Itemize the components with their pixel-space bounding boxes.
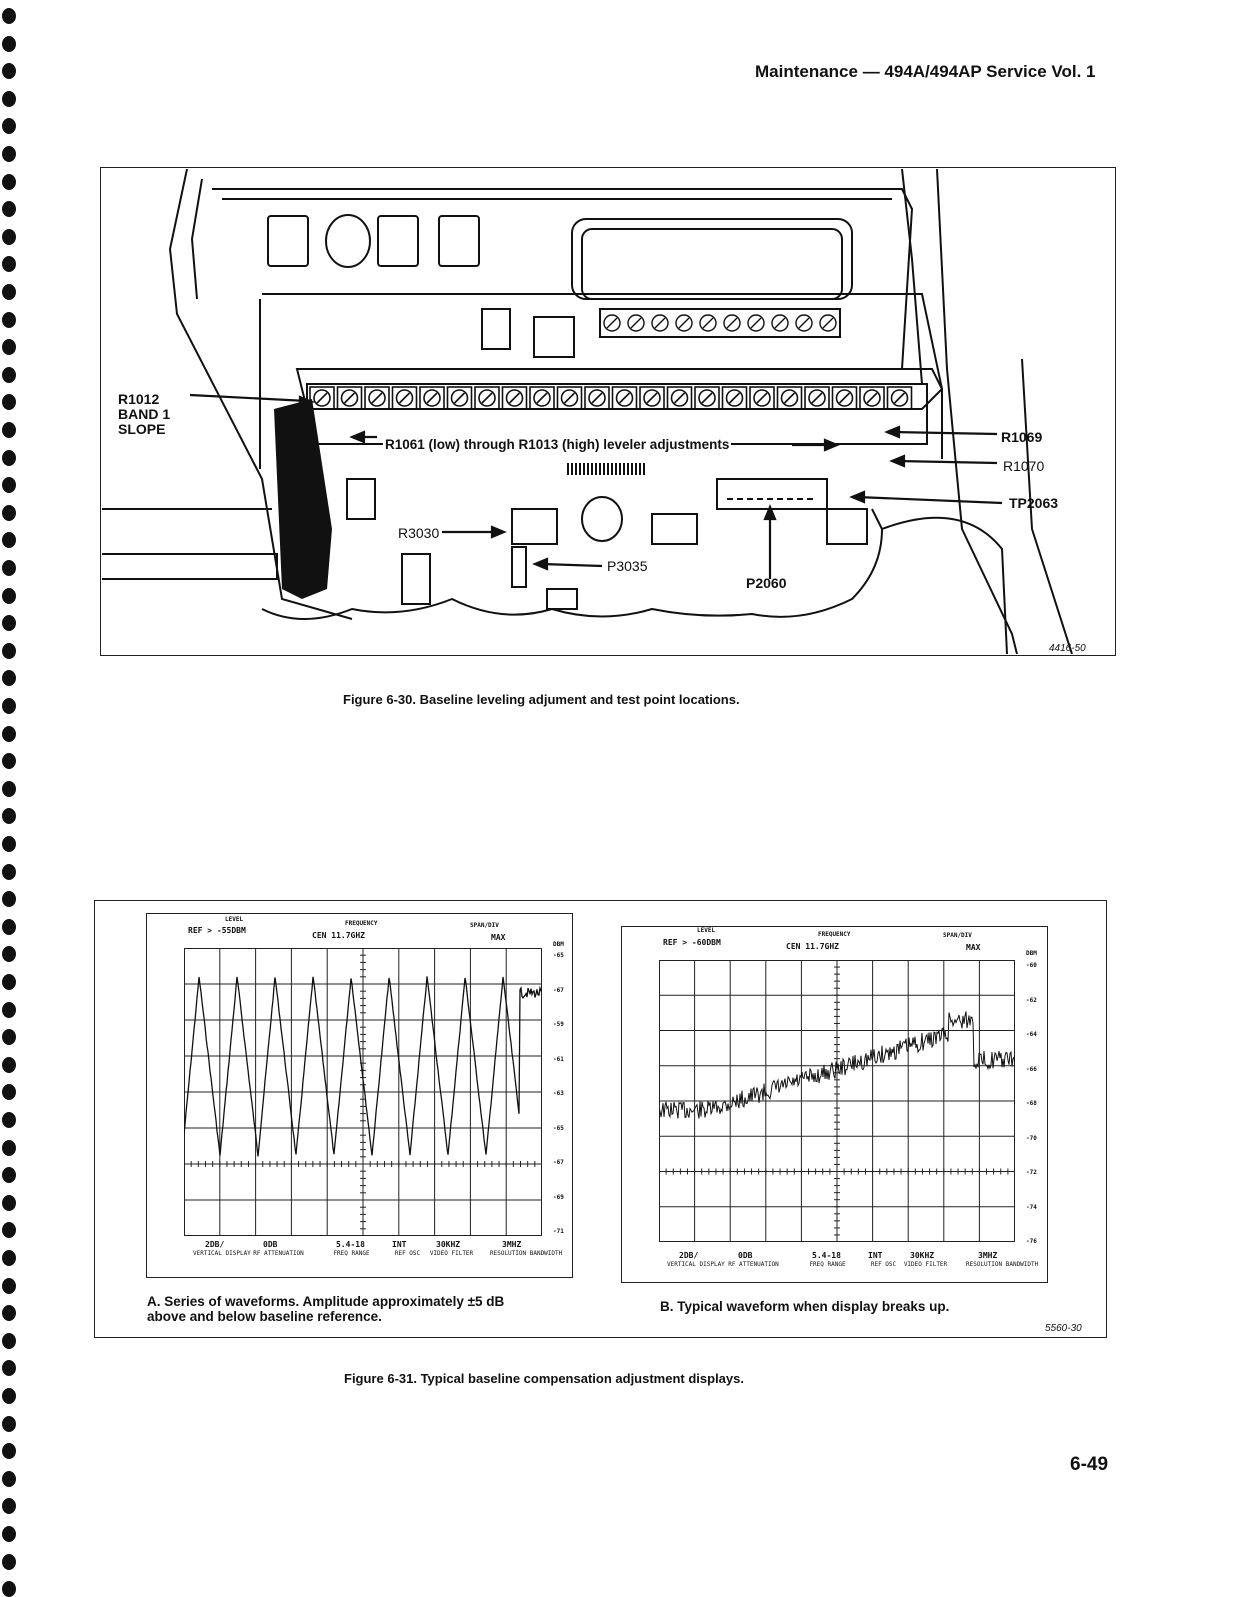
callout-r1069: R1069: [1001, 429, 1043, 445]
binding-hole: [2, 229, 16, 245]
callout-r1012: [118, 392, 170, 437]
figure-6-31-caption: Figure 6-31. Typical baseline compensation adjustment displays.: [344, 1371, 744, 1386]
binding-hole: [2, 36, 16, 52]
figure-6-30-caption: Figure 6-30. Baseline leveling adjument and test point locations.: [343, 692, 740, 707]
binding-hole: [2, 1167, 16, 1183]
panel-b-freq-label: FREQUENCY: [818, 931, 851, 938]
panel-a-level-label: LEVEL: [225, 916, 244, 923]
panel-a-dbm-tick: -65: [553, 952, 564, 959]
binding-hole: [2, 91, 16, 107]
panel-a-dbm-label: DBM: [553, 941, 564, 948]
panel-b-setting-value: 30KHZ: [910, 1251, 935, 1260]
binding-hole: [2, 256, 16, 272]
panel-a-dbm-tick: -69: [553, 1193, 564, 1201]
panel-a-setting-label: RF ATTENUATION: [253, 1250, 304, 1257]
binding-hole: [2, 1112, 16, 1128]
callout-r1012-line: SLOPE: [118, 421, 166, 437]
binding-hole: [2, 615, 16, 631]
binding-hole: [2, 1029, 16, 1045]
binding-hole: [2, 1416, 16, 1432]
panel-a-setting-label: FREQ RANGE: [333, 1250, 370, 1257]
callout-r1012-line: BAND 1: [118, 406, 171, 422]
panel-a-dbm-tick: -65: [553, 1124, 564, 1132]
panel-b-dbm-tick: -64: [1026, 1031, 1037, 1038]
panel-b-dbm-tick: -62: [1026, 996, 1037, 1004]
panel-b-setting-label: RESOLUTION BANDWIDTH: [966, 1261, 1039, 1268]
binding-hole: [2, 864, 16, 880]
binding-hole: [2, 367, 16, 383]
panel-a-span-value: MAX: [491, 933, 506, 942]
binding-hole: [2, 1471, 16, 1487]
binding-hole: [2, 284, 16, 300]
callout-p2060: P2060: [746, 575, 787, 591]
panel-a-waveform-plot: [184, 948, 542, 1236]
callout-r1070: R1070: [1003, 458, 1045, 474]
binding-hole: [2, 1388, 16, 1404]
page-number: 6-49: [1070, 1454, 1109, 1475]
circuit-board-illustration: [102, 169, 1114, 654]
callout-r1012-line: R1012: [118, 391, 160, 407]
page-header: Maintenance — 494A/494AP Service Vol. 1: [755, 62, 1096, 81]
panel-a-setting-label: VERTICAL DISPLAY: [193, 1250, 251, 1257]
panel-a-dbm-tick: -59: [553, 1021, 564, 1028]
binding-hole: [2, 312, 16, 328]
binding-hole: [2, 477, 16, 493]
panel-b-level-label: LEVEL: [697, 927, 716, 934]
binding-hole: [2, 1333, 16, 1349]
binding-hole: [2, 450, 16, 466]
binding-hole: [2, 974, 16, 990]
binding-hole: [2, 1195, 16, 1211]
panel-a-setting-label: RESOLUTION BANDWIDTH: [490, 1250, 563, 1257]
figure-id: 4416-50: [1049, 643, 1086, 654]
binding-hole: [2, 891, 16, 907]
panel-b-setting-value: 0DB: [738, 1251, 753, 1260]
binding-hole: [2, 505, 16, 521]
binding-hole: [2, 1443, 16, 1459]
panel-a-setting-value: 3MHZ: [502, 1240, 522, 1249]
callout-leveler-adjustments: R1061 (low) through R1013 (high) leveler adjustments: [385, 437, 730, 452]
binding-hole: [2, 63, 16, 79]
binding-hole: [2, 698, 16, 714]
binding-hole: [2, 8, 16, 24]
binding-hole: [2, 1278, 16, 1294]
panel-a-ref-level: REF > -55DBM: [188, 926, 246, 935]
binding-hole: [2, 836, 16, 852]
panel-a-setting-label: VIDEO FILTER: [429, 1250, 474, 1257]
panel-b-span-value: MAX: [966, 943, 981, 952]
binding-hole: [2, 1498, 16, 1514]
binding-hole: [2, 919, 16, 935]
binding-hole: [2, 560, 16, 576]
panel-a-dbm-tick: -67: [553, 1159, 564, 1166]
panel-b-dbm-tick: -70: [1026, 1134, 1037, 1142]
binding-hole: [2, 726, 16, 742]
panel-a-setting-value: 30KHZ: [436, 1240, 461, 1249]
binding-hole: [2, 1250, 16, 1266]
panel-a-setting-value: 5.4-18: [336, 1240, 365, 1249]
panel-b-setting-label: REF OSC: [870, 1261, 897, 1268]
callout-p3035: P3035: [607, 558, 648, 574]
panel-a-freq-label: FREQUENCY: [345, 920, 378, 927]
panel-b-caption: B. Typical waveform when display breaks up.: [660, 1299, 950, 1314]
panel-b-center-freq: CEN 11.7GHZ: [786, 942, 839, 951]
binding-hole: [2, 808, 16, 824]
panel-b-dbm-tick: -66: [1026, 1065, 1037, 1073]
panel-b-setting-label: VERTICAL DISPLAY: [667, 1261, 725, 1268]
binding-hole: [2, 1554, 16, 1570]
panel-a-span-label: SPAN/DIV: [470, 922, 499, 929]
binding-hole: [2, 781, 16, 797]
panel-a-dbm-tick: -63: [553, 1090, 564, 1097]
panel-a-setting-value: 2DB/: [205, 1240, 225, 1249]
binding-hole: [2, 1526, 16, 1542]
figure-id: 5560-30: [1045, 1323, 1082, 1334]
binding-hole: [2, 174, 16, 190]
callout-tp2063: TP2063: [1009, 495, 1059, 511]
panel-b-setting-label: VIDEO FILTER: [903, 1261, 948, 1268]
binding-hole: [2, 643, 16, 659]
panel-b-dbm-tick: -72: [1026, 1169, 1037, 1176]
panel-b-setting-value: INT: [868, 1251, 883, 1260]
binding-hole: [2, 146, 16, 162]
binding-hole: [2, 1002, 16, 1018]
binding-hole: [2, 1305, 16, 1321]
binding-hole: [2, 339, 16, 355]
binding-hole: [2, 422, 16, 438]
panel-b-setting-label: RF ATTENUATION: [728, 1261, 779, 1268]
panel-b-dbm-tick: -60: [1026, 962, 1037, 969]
binding-hole: [2, 1360, 16, 1376]
panel-a-center-freq: CEN 11.7GHZ: [312, 931, 365, 940]
binding-hole: [2, 118, 16, 134]
binding-hole: [2, 1222, 16, 1238]
panel-a-caption-line: A. Series of waveforms. Amplitude approximately ±5 dB: [147, 1294, 505, 1309]
binding-hole: [2, 753, 16, 769]
panel-a-dbm-tick: -71: [553, 1228, 564, 1235]
binding-hole: [2, 1057, 16, 1073]
panel-b-span-label: SPAN/DIV: [943, 932, 972, 939]
panel-b-dbm-tick: -74: [1026, 1203, 1037, 1211]
binding-hole: [2, 394, 16, 410]
panel-a-setting-value: 0DB: [263, 1240, 278, 1249]
panel-b-setting-value: 3MHZ: [978, 1251, 998, 1260]
panel-a-caption: [147, 1294, 504, 1324]
panel-a-dbm-tick: -67: [553, 986, 564, 994]
panel-a-setting-label: REF OSC: [394, 1250, 421, 1257]
panel-b-ref-level: REF > -60DBM: [663, 938, 721, 947]
panel-b-dbm-tick: -68: [1026, 1100, 1037, 1107]
panel-a-setting-value: INT: [392, 1240, 407, 1249]
binding-hole: [2, 201, 16, 217]
binding-hole: [2, 1140, 16, 1156]
panel-b-dbm-label: DBM: [1026, 950, 1037, 957]
panel-b-setting-label: FREQ RANGE: [809, 1261, 846, 1268]
binding-hole: [2, 670, 16, 686]
panel-a-caption-line: above and below baseline reference.: [147, 1309, 382, 1324]
callout-r3030: R3030: [398, 525, 440, 541]
binding-hole: [2, 588, 16, 604]
binding-hole: [2, 946, 16, 962]
panel-b-waveform-plot: [659, 960, 1015, 1242]
binding-hole: [2, 532, 16, 548]
panel-b-dbm-tick: -76: [1026, 1238, 1037, 1245]
panel-b-setting-value: 2DB/: [679, 1251, 699, 1260]
panel-a-dbm-tick: -61: [553, 1055, 564, 1063]
panel-b-setting-value: 5.4-18: [812, 1251, 841, 1260]
binding-hole: [2, 1084, 16, 1100]
